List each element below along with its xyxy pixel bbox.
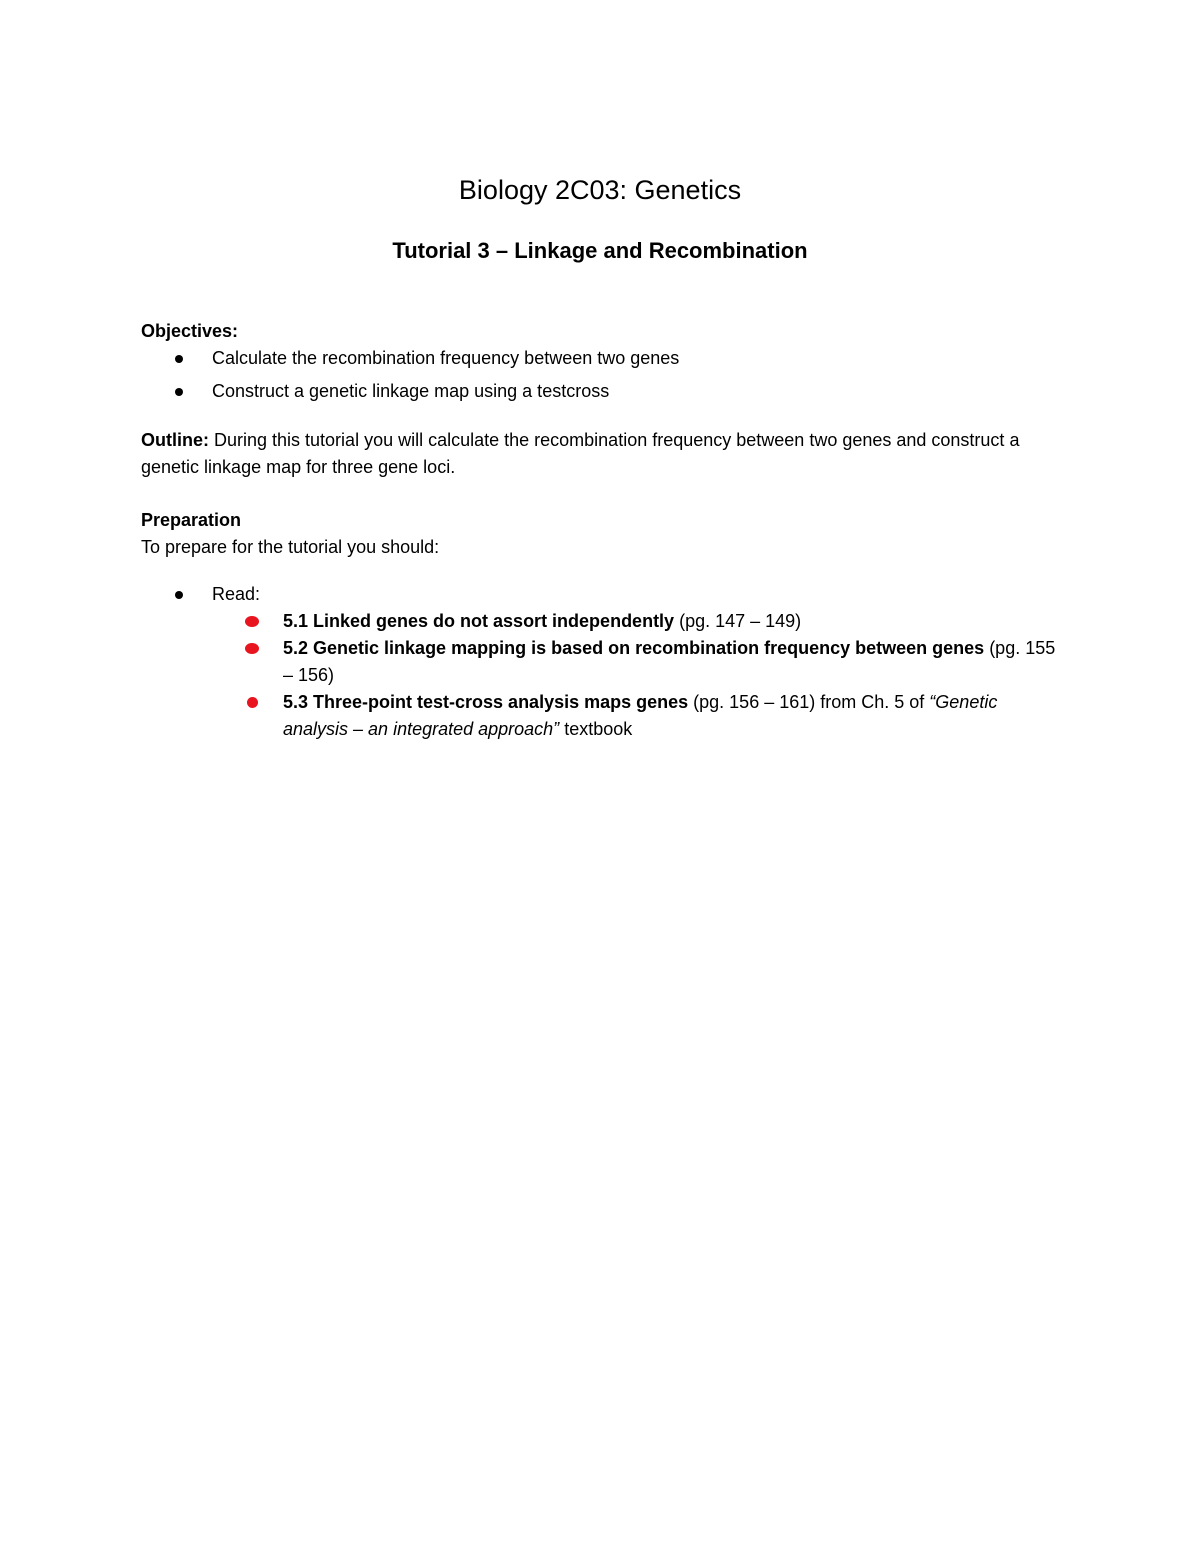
document-title: Biology 2C03: Genetics	[458, 175, 742, 205]
objective-text: Calculate the recombination frequency between two genes	[212, 348, 680, 368]
readings-list	[141, 608, 1061, 743]
reading-title: 5.1 Linked genes do not assort independently	[283, 611, 675, 631]
red-dot-icon	[245, 643, 259, 654]
reading-item	[141, 608, 1061, 635]
bullet-icon	[175, 388, 183, 396]
reading-tail: textbook	[559, 719, 633, 739]
document-subtitle: Tutorial 3 – Linkage and Recombination	[392, 238, 808, 263]
textbook-title: “Genetic analysis – an integrated approach”	[283, 692, 998, 739]
objectives-section	[141, 318, 1061, 411]
reading-title: 5.3 Three-point test-cross analysis maps genes	[283, 692, 689, 712]
reading-item	[141, 689, 1061, 743]
preparation-heading: Preparation	[141, 510, 242, 530]
red-dot-icon	[245, 616, 259, 627]
bullet-icon	[175, 355, 183, 363]
read-label: Read:	[212, 584, 261, 604]
objectives-list	[141, 345, 1061, 405]
preparation-intro: To prepare for the tutorial you should:	[141, 537, 440, 557]
read-list	[141, 581, 1061, 608]
objectives-heading: Objectives:	[141, 321, 239, 341]
reading-pages: (pg. 156 – 161) from Ch. 5 of	[688, 692, 930, 712]
objective-text: Construct a genetic linkage map using a testcross	[212, 381, 610, 401]
list-item	[141, 345, 1061, 372]
preparation-section	[141, 507, 1061, 561]
reading-pages: (pg. 147 – 149)	[674, 611, 802, 631]
reading-title: 5.2 Genetic linkage mapping is based on recombination frequency between genes	[283, 638, 985, 658]
reading-pages: (pg. 155 – 156)	[283, 638, 1056, 685]
list-item	[141, 378, 1061, 405]
reading-item	[141, 635, 1061, 689]
bullet-icon	[175, 591, 183, 599]
reading-section	[141, 581, 1061, 743]
outline-label: Outline:	[141, 430, 209, 450]
list-item	[141, 581, 1061, 608]
outline-section	[141, 427, 1061, 481]
red-dot-icon	[247, 697, 258, 708]
outline-text: During this tutorial you will calculate the recombination frequency between two genes and construct a genetic linkage map for three gene loci.	[141, 430, 1020, 477]
